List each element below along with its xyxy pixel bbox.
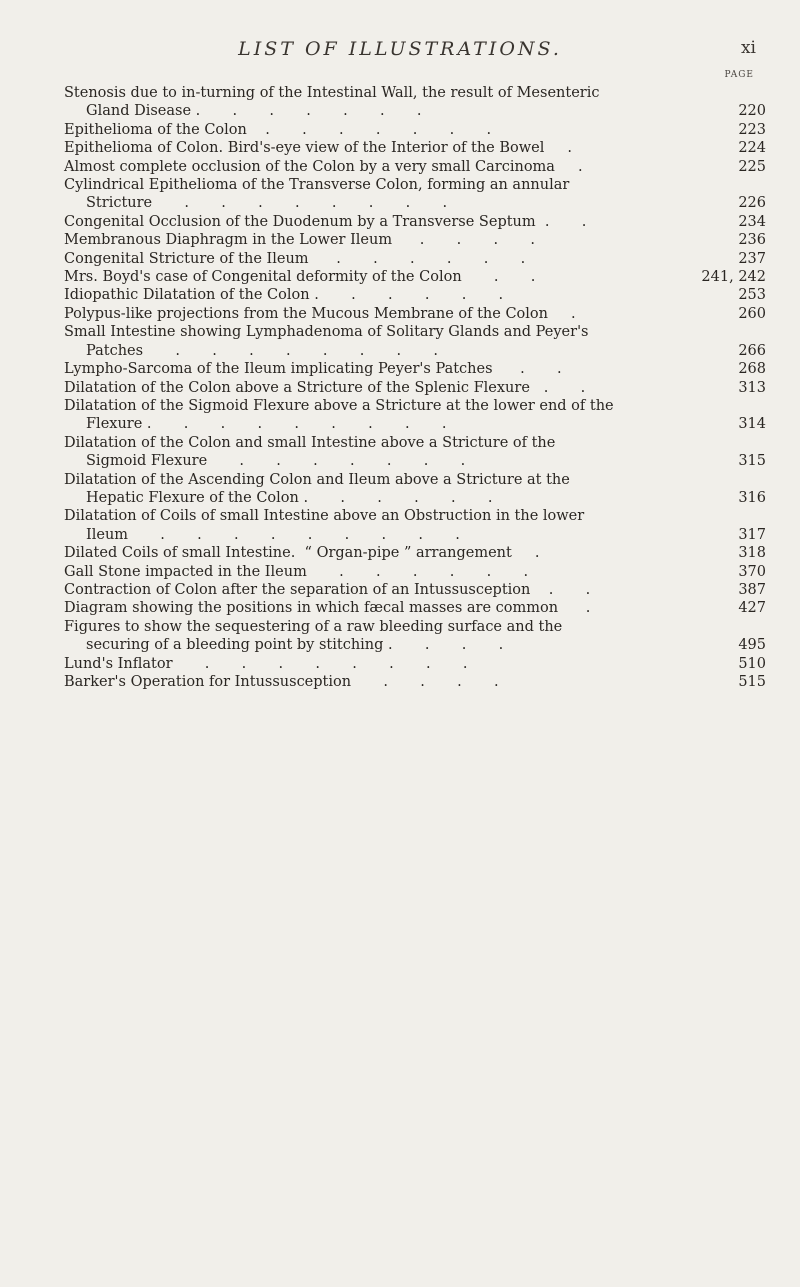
entry-title-continuation: Gland Disease . . . . . . . — [86, 103, 422, 120]
entry-title: Small Intestine showing Lymphadenoma of Solitary Glands and Peyer's — [64, 324, 589, 341]
list-item — [64, 360, 766, 378]
list-item — [64, 507, 766, 544]
entry-page-number: 427 — [738, 600, 766, 617]
entry-title: Membranous Diaphragm in the Lower Ileum . . . . — [64, 232, 535, 249]
entry-title-continuation: Sigmoid Flexure . . . . . . . — [86, 453, 466, 470]
entry-page-number: 510 — [738, 655, 766, 672]
entry-title: Epithelioma of Colon. Bird's-eye view of the Interior of the Bowel . — [64, 140, 573, 157]
entry-title: Figures to show the sequestering of a raw bleeding surface and the — [64, 618, 563, 635]
entry-page-number: 241, 242 — [701, 269, 766, 286]
entry-page-number: 313 — [738, 379, 766, 396]
entry-title: Gall Stone impacted in the Ileum . . . . . . — [64, 563, 529, 580]
entry-page-number: 387 — [738, 581, 766, 598]
list-item — [64, 323, 766, 360]
entry-page-number: 266 — [738, 342, 766, 359]
entry-title: Dilatation of the Colon above a Stricture of the Splenic Flexure . . — [64, 379, 586, 396]
list-item — [64, 471, 766, 508]
entry-page-number: 223 — [738, 121, 766, 138]
entry-title: Dilatation of the Colon and small Intestine above a Stricture of the — [64, 434, 556, 451]
entry-page-number: 226 — [738, 195, 766, 212]
list-item — [64, 305, 766, 323]
page-number-roman: xi — [740, 38, 756, 58]
entry-title: Contraction of Colon after the separation of an Intussusception . . — [64, 581, 591, 598]
entry-page-number: 318 — [738, 545, 766, 562]
list-item — [64, 213, 766, 231]
entry-title-continuation: Flexure . . . . . . . . . — [86, 416, 447, 433]
list-item — [64, 397, 766, 434]
entry-page-number: 236 — [738, 232, 766, 249]
list-item — [64, 286, 766, 304]
entry-title-continuation: Hepatic Flexure of the Colon . . . . . . — [86, 489, 493, 506]
list-item — [64, 655, 766, 673]
entry-title: Diagram showing the positions in which fæcal masses are common . — [64, 600, 591, 617]
list-item — [64, 599, 766, 617]
entry-title-continuation: Stricture . . . . . . . . — [86, 195, 448, 212]
entry-page-number: 268 — [738, 361, 766, 378]
entry-title: Dilated Coils of small Intestine. “ Organ-pipe ” arrangement . — [64, 545, 540, 562]
entry-title: Epithelioma of the Colon . . . . . . . — [64, 121, 492, 138]
entry-page-number: 370 — [738, 563, 766, 580]
entry-title: Dilatation of Coils of small Intestine above an Obstruction in the lower — [64, 508, 585, 525]
entry-title-continuation: Ileum . . . . . . . . . — [86, 526, 460, 543]
entry-page-number: 234 — [738, 213, 766, 230]
list-item — [64, 121, 766, 139]
illustrations-list — [64, 84, 766, 691]
entry-title: Cylindrical Epithelioma of the Transverse Colon, forming an annular — [64, 177, 570, 194]
entry-page-number: 225 — [738, 158, 766, 175]
list-item — [64, 158, 766, 176]
list-item — [64, 434, 766, 471]
entry-title: Idiopathic Dilatation of the Colon . . . . . . — [64, 287, 504, 304]
entry-page-number: 253 — [738, 287, 766, 304]
entry-page-number: 237 — [738, 250, 766, 267]
entry-title: Mrs. Boyd's case of Congenital deformity of the Colon . . — [64, 269, 536, 286]
entry-title-continuation: Patches . . . . . . . . — [86, 342, 439, 359]
entry-title: Congenital Stricture of the Ileum . . . . . . — [64, 250, 526, 267]
list-item — [64, 268, 766, 286]
entry-page-number: 515 — [738, 674, 766, 690]
entry-title: Polypus-like projections from the Mucous Membrane of the Colon . — [64, 305, 576, 322]
entry-page-number: 260 — [738, 305, 766, 322]
entry-title: Stenosis due to in-turning of the Intestinal Wall, the result of Mesenteric — [64, 85, 600, 101]
entry-title: Almost complete occlusion of the Colon by a very small Carcinoma . — [64, 158, 583, 175]
entry-title: Congenital Occlusion of the Duodenum by a Transverse Septum . . — [64, 213, 587, 230]
list-item — [64, 379, 766, 397]
entry-page-number: 495 — [738, 637, 766, 654]
list-item — [64, 231, 766, 249]
entry-title: Lympho-Sarcoma of the Ileum implicating Peyer's Patches . . — [64, 361, 562, 378]
entry-page-number: 220 — [738, 103, 766, 120]
page-column-label: PAGE — [724, 70, 754, 80]
entry-page-number: 314 — [738, 416, 766, 433]
list-item — [64, 176, 766, 213]
entry-page-number: 316 — [738, 489, 766, 506]
list-item — [64, 618, 766, 655]
entry-title-continuation: securing of a bleeding point by stitching . . . . — [86, 637, 504, 654]
list-item — [64, 563, 766, 581]
list-item — [64, 84, 766, 121]
list-item — [64, 250, 766, 268]
running-head-title: LIST OF ILLUSTRATIONS. — [238, 38, 562, 60]
entry-page-number: 224 — [738, 140, 766, 157]
list-item — [64, 139, 766, 157]
list-item — [64, 673, 766, 691]
entry-page-number: 315 — [738, 453, 766, 470]
list-item — [64, 581, 766, 599]
entry-title: Lund's Inflator . . . . . . . . — [64, 655, 468, 672]
list-item — [64, 544, 766, 562]
entry-title: Dilatation of the Sigmoid Flexure above a Stricture at the lower end of the — [64, 397, 614, 414]
entry-page-number: 317 — [738, 526, 766, 543]
entry-title: Dilatation of the Ascending Colon and Ileum above a Stricture at the — [64, 471, 570, 488]
entry-title: Barker's Operation for Intussusception . . . . — [64, 674, 499, 690]
